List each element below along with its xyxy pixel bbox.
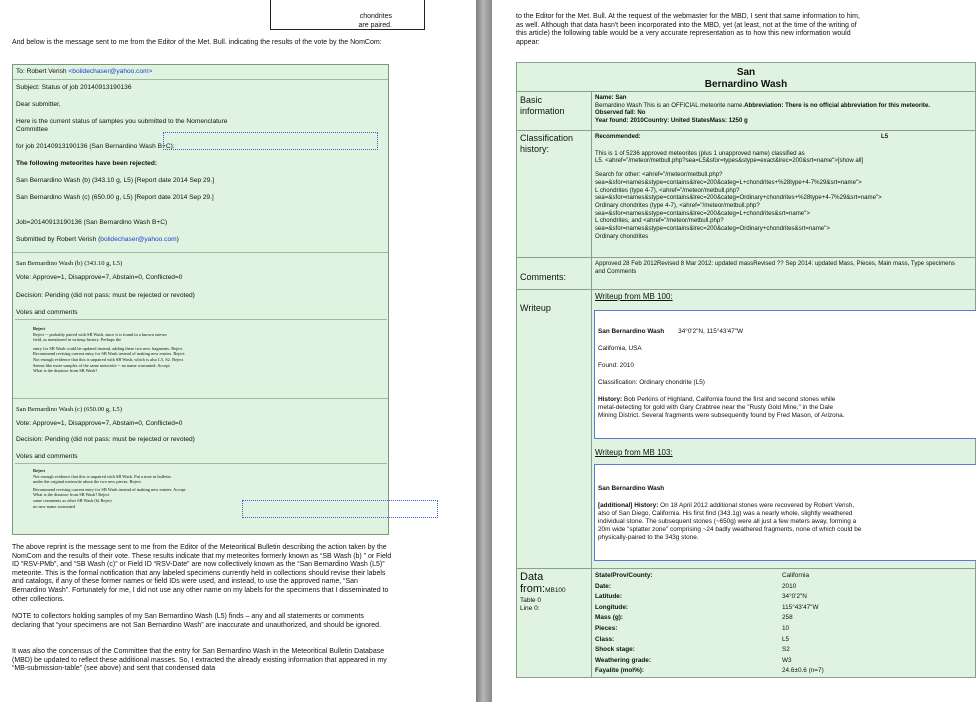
writeup-mb100-title: Writeup from MB 100: [595,292,673,301]
vote2-heading: San Bernardino Wash (c) (650.00 g, L5) [16,406,122,413]
mb100-classification: Classification: Ordinary chondrite (L5) [598,379,705,386]
chondrites-table-fragment [270,0,425,30]
data-row-label: State/Prov/County: [595,572,653,579]
comments-cell: Approved 28 Feb 2012Revised 8 Mar 2012: updated massRevised ?? Sep 2014: updated Mass, Pieces, Main mass, Type specimens and Comments [595,260,955,275]
vote2-decision: Decision: Pending (did not pass: must be rejected or revoted) [16,436,195,443]
classification-label: Classification history: [520,133,574,154]
meteorite-table [516,62,976,678]
vote2-comments: Reject Not enough evidence that this is unpaired with SB Wash. Put a note in bulletin under the original meteorite about the two new pieces. Reject Recommend revising current entry for SB Wash instead of making new entries. Accept What is the distance from SB Wash? Reject same comments as other SB Wash (b) Reject no new name warranted [33,468,186,509]
data-row-value: 115°43'47"W [782,603,819,611]
email-job-line: for job 20140913190136 (San Bernardino Wash B+C): [16,143,175,150]
mb100-found: Found: 2010 [598,362,634,369]
mb100-coords: 34°0'2"N, 115°43'47"W [678,328,744,335]
data-row-value: 2010 [782,582,797,590]
data-row-value: L5 [782,635,790,643]
nomcom-email-box [12,64,389,535]
basic-info-label: Basic information [520,95,565,116]
mb100-location: California, USA [598,345,642,352]
vote1-decision: Decision: Pending (did not pass: must be rejected or revoted) [16,292,195,299]
email-to: To: Robert Verish <bolidechaser@yahoo.com> [16,68,153,75]
classification-cell: Recommended: L5 This is 1 of 5236 approved meteorites (plus 1 unapproved name) classified as L5. <ahref="/meteor/metbull.php?sea=L5&sfor=types&stype=exact&lrec=200&srt=name">[show all] Search for other: <ahref="/meteor/metbull.php? sea=&sfor=names&stype=contains&lrec=200&categ=L+chondrites+%28type+4-7%29&srt=name"> L chondrites (type 4-7), <ahref="/meteor/metbull.php? sea=&sfor=names&stype=contains&lrec=200&categ=Ordinary+chondrites+%28type+4-7%29&srt=name"> Ordinary chondrites (type 4-7), <ahref="/meteor/metbull.php? sea=&sfor=names&stype=contains&lrec=200&categ=L+chondrites&srt=name"> L chondrites, and <ahref="/meteor/metbull.php? sea=&sfor=names&stype=contains&lrec=200&categ=Ordinary+chondrites&srt=name"> Ordinary chondrites [595,133,889,240]
vote1-comments: Reject Reject -- probably paired with SB Wash, since it is found in a known strewn field, as mentioned in writeup history. Perhaps the entry for SB Wash could be updated instead, adding these two new fragments. Reject Recommend revising current entry for SB Wash instead of making new entries. Reject Not enough evidence that this is unpaired with SB Wash, which is also L5, S2. Reject Seems like more samples of the same meteorite -- no name warranted. Accept What is the distance from SB Wash? [33,326,185,374]
data-row-label: Class: [595,635,615,643]
data-label-block: Data from:MB100 Table 0 Line 0: [520,571,566,612]
job-eq: Job=20140913190136 (San Bernardino Wash B+C) [16,219,168,226]
data-row-label: Weathering grade: [595,656,651,664]
paragraph-1: The above reprint is the message sent to me from the Editor of the Meteoritical Bulletin describing the action taken by the NomCom and the results of their vote. These results indicate that my meteorites formerly known as “SB Wash (b) ” or Field ID “RSV-PMb”, and “SB Wash (c)” or Field ID “RSV-Date” are now collectively known as the “San Bernardino Wash (L5)” meteorite. This is the formal notification that any labeled specimens currently held in collections should revise their labels and catalogs, if any of these former names or field IDs were used, and instead, to use the approved name, “San Bernardino Wash”. Fortunately for me, I did not use any other name on my labels for the specimens that I disseminated to other collections. [12,544,392,603]
data-row-label: Pieces: [595,625,618,632]
paragraph-3: It was also the concensus of the Committee that the entry for San Bernardino Wash in the Meteoritical Bulletin Database (MBD) be updated to reflect these additional masses. So, I extracted the already existing information that appeared in my “MB-submission-table” (see above) and sent that condensed data [12,648,387,673]
rejected-heading: The following meteorites have been rejected: [16,160,158,167]
page-gutter [476,0,492,702]
data-row-value: 258 [782,614,793,622]
mb103-name: San Bernardino Wash [598,485,665,492]
email-status-line: Here is the current status of samples you submitted to the Nomenclature Committee [16,118,228,134]
submitted-by-link[interactable]: bolidechaser@yahoo.com [100,236,177,243]
vote1-heading: San Bernardino Wash (b) (343.10 g, L5) [16,260,123,267]
dotted-frame-1 [163,132,378,150]
data-row-label: Fayalite (mol%): [595,667,645,675]
data-row-label: Mass (g): [595,614,624,622]
rejected-c: San Bernardino Wash (c) (650.00 g, L5) [Report date 2014 Sep 29.] [16,194,214,201]
data-row-value: W3 [782,656,792,664]
writeup-label: Writeup [520,303,551,313]
mb100-name: San Bernardino Wash [598,328,665,335]
basic-info-cell: Name: San Bernardino Wash This is an OFFICIAL meteorite name.Abbreviation: There is no official abbreviation for this meteorite. Observed fall: No Year found: 2010Country: United StatesMass: 1250 g [595,94,931,125]
email-to-link[interactable]: <bolidechaser@yahoo.com> [68,68,153,75]
paragraph-2: NOTE to collectors holding samples of my San Bernardino Wash (L5) finds – any and all statements or comments declaring that “your specimens are not San Bernardino Wash” are inaccurate and unauthorized, and should be ignored. [12,613,382,629]
data-row-value: 34°0'2"N [782,593,807,601]
table-title: San Bernardino Wash [704,67,788,90]
rejected-b: San Bernardino Wash (b) (343.10 g, L5) [Report date 2014 Sep 29.] [16,177,215,184]
vote1-tally: Vote: Approve=1, Disapprove=7, Abstain=0, Conflicted=0 [16,274,183,281]
data-row-label: Longitude: [595,603,629,611]
vote2-votes-heading: Votes and comments [16,453,78,460]
right-page [492,0,976,702]
right-intro-paragraph: to the Editor for the Met. Bull. At the request of the webmaster for the MBD, I sent that same information to him, as well. Although that data hasn't been incorporated into the MBD, yet (at least, not at the time of the writing of this article) the following table would be a very accurate representation as to how this new information would appear: [516,13,860,46]
chondrites-line2: are paired. [358,21,392,29]
writeup-mb103-box [594,464,976,561]
data-row-label: Shock stage: [595,646,635,654]
mb103-history: [additional] History: On 18 April 2012 additional stones were recovered by Robert Verish, also of San Diego, California. His first find (343.1g) was a nearly whole, slightly weathered individual stone. The subsequent stones (~650g) were all just a few meters away, forming a 20m wide "splatter zone" comprising ~24 badly weathered fragments, none of which could be physically-paired to the 343g stone. [598,502,862,541]
submitted-by: Submitted by Robert Verish (bolidechaser@yahoo.com) [16,236,179,243]
chondrites-line1: chondrites [359,13,392,20]
mb100-history: History: Bob Perkins of Highland, California found the first and second stones while metal-detecting for gold with Gary Crabtree near the "Rusty Gold Mine," in the Dale Mining District. Several fragments were subsequently found by Fred Mason, of Arizona. [598,396,845,419]
data-row-value: S2 [782,646,790,654]
writeup-mb100-box [594,310,976,439]
data-row-value: 10 [782,625,790,632]
data-row-value: 24.6±0.6 (n=7) [782,667,824,675]
intro-paragraph: And below is the message sent to me from the Editor of the Met. Bull. indicating the results of the vote by the NomCom: [12,39,382,46]
email-subject: Subject: Status of job 20140913190136 [16,84,132,91]
data-row-label: Date: [595,582,611,590]
vote2-tally: Vote: Approve=1, Disapprove=7, Abstain=0, Conflicted=0 [16,420,183,427]
left-page [0,0,476,702]
email-greeting: Dear submitter, [16,101,61,108]
data-row-label: Latitude: [595,593,622,601]
writeup-mb103-title: Writeup from MB 103: [595,448,673,457]
vote1-votes-heading: Votes and comments [16,309,78,316]
dotted-frame-2 [242,500,438,518]
comments-label: Comments: [520,272,567,282]
data-row-value: California [782,572,809,579]
